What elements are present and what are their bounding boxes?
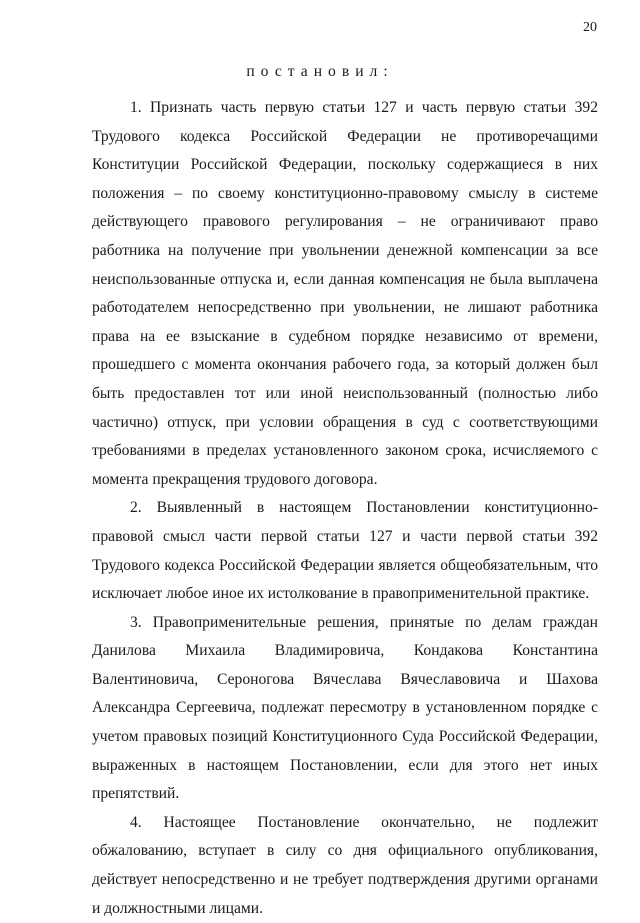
resolution-item-2: 2. Выявленный в настоящем Постановлении конституционно-правовой смысл части первой статьи 127 и части первой статьи 392 Трудового кодекса Российской Федерации является общеобязательным, что исключает любое иное их истолкование в правоприменительной практике. <box>92 499 598 603</box>
resolution-item-1: 1. Признать часть первую статьи 127 и часть первую статьи 392 Трудового кодекса Российской Федерации не противоречащими Конституции Российской Федерации, поскольку содержащиеся в них положения – по своему конституционно-правовому смыслу в системе действующего правового регулирования – не ограничивают право работника на получение при увольнении денежной компенсации за все неиспользованные отпуска и, если данная компенсация не была выплачена работодателем непосредственно при увольнении, не лишают работника права на ее взыскание в судебном порядке независимо от времени, прошедшего с момента окончания рабочего года, за который должен был быть предоставлен тот или иной неиспользованный (полностью либо частично) отпуск, при условии обращения в суд с соответствующими требованиями в пределах установленного законом срока, исчисляемого с момента прекращения трудового договора. <box>92 99 598 488</box>
resolution-body <box>92 94 598 923</box>
resolution-heading: постановил: <box>246 63 394 80</box>
resolution-item-3: 3. Правоприменительные решения, принятые по делам граждан Данилова Михаила Владимировича, Кондакова Константина Валентиновича, Сероногова Вячеслава Вячеславовича и Шахова Александра Сергеевича, подлежат пересмотру в установленном порядке с учетом правовых позиций Конституционного Суда Российской Федерации, выраженных в настоящем Постановлении, если для этого нет иных препятствий. <box>92 613 598 803</box>
resolution-item-4: 4. Настоящее Постановление окончательно, не подлежит обжалованию, вступает в силу со дня официального опубликования, действует непосредственно и не требует подтверждения другими органами и должностными лицами. <box>92 813 598 917</box>
page-number: 20 <box>583 20 597 35</box>
